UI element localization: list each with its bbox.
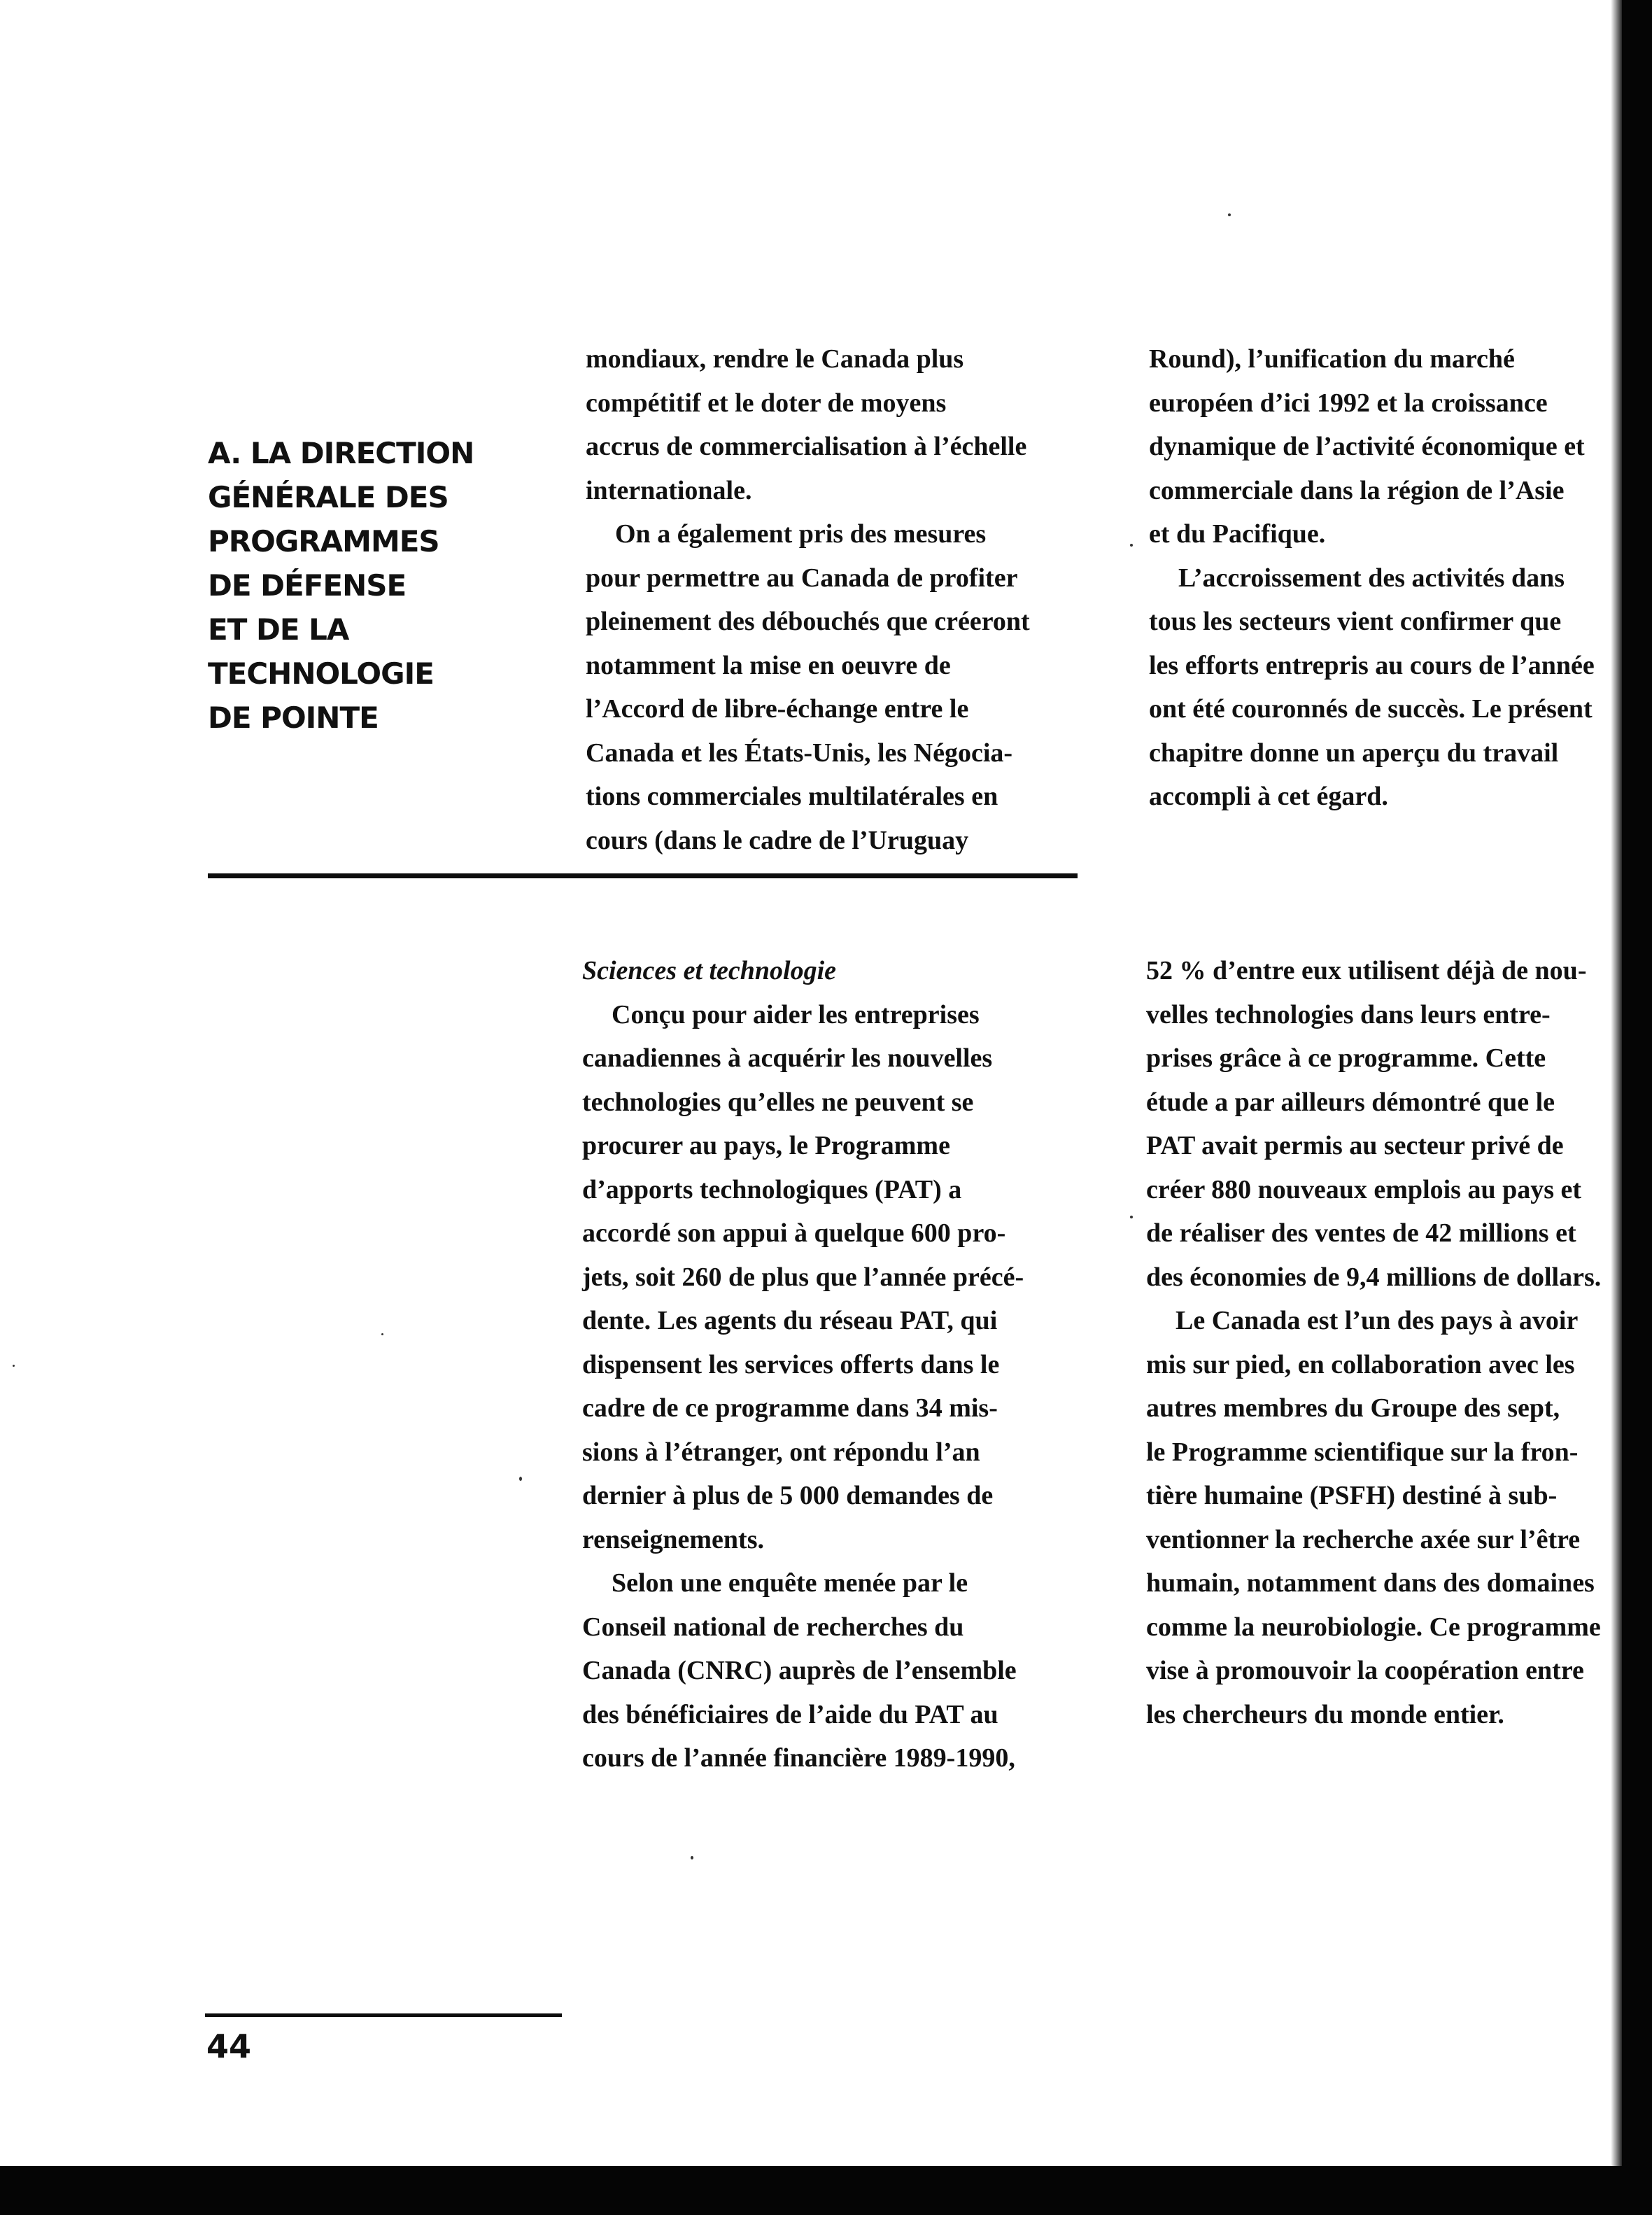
text-line: dispensent les services offerts dans le	[582, 1349, 1000, 1379]
top-column-right	[1149, 337, 1595, 819]
text-line: cours (dans le cadre de l’Uruguay	[586, 825, 969, 855]
text-line: procurer au pays, le Programme	[582, 1131, 950, 1160]
text-line: Canada et les États-Unis, les Négocia-	[586, 738, 1013, 768]
text-line: jets, soit 260 de plus que l’année précé-	[582, 1262, 1024, 1292]
text-line: cours de l’année financière 1989-1990,	[582, 1743, 1015, 1773]
footer-rule	[205, 2013, 562, 2017]
text-line: les chercheurs du monde entier.	[1146, 1699, 1504, 1729]
text-line: européen d’ici 1992 et la croissance	[1149, 388, 1548, 418]
text-line: d’apports technologiques (PAT) a	[582, 1174, 962, 1204]
text-line: et du Pacifique.	[1149, 519, 1326, 549]
text-line: Round), l’unification du marché	[1149, 344, 1515, 374]
text-line: velles technologies dans leurs entre-	[1146, 999, 1551, 1029]
scan-speck	[1130, 1216, 1133, 1218]
heading-line: A. LA DIRECTION	[208, 436, 474, 470]
text-line: dente. Les agents du réseau PAT, qui	[582, 1306, 998, 1335]
text-line: On a également pris des mesures	[615, 519, 987, 549]
text-line: Le Canada est l’un des pays à avoir	[1176, 1306, 1579, 1335]
scan-bottom-band	[0, 2166, 1652, 2215]
text-line: mondiaux, rendre le Canada plus	[586, 344, 964, 374]
text-line: compétitif et le doter de moyens	[586, 388, 947, 418]
text-line: internationale.	[586, 475, 752, 505]
text-line: dernier à plus de 5 000 demandes de	[582, 1481, 994, 1510]
text-line: pour permettre au Canada de profiter	[586, 563, 1018, 593]
text-line: ont été couronnés de succès. Le présent	[1149, 694, 1593, 724]
section-divider-rule	[208, 873, 1078, 878]
text-line: l’Accord de libre-échange entre le	[586, 694, 969, 724]
text-line: tous les secteurs vient confirmer que	[1149, 607, 1562, 636]
text-line: accordé son appui à quelque 600 pro-	[582, 1218, 1006, 1248]
top-column-left	[586, 337, 1030, 862]
bottom-column-left	[582, 949, 1024, 1780]
text-line: le Programme scientifique sur la fron-	[1146, 1437, 1579, 1467]
text-line: de réaliser des ventes de 42 millions et	[1146, 1218, 1576, 1248]
text-line: renseignements.	[582, 1524, 764, 1554]
text-line: vise à promouvoir la coopération entre	[1146, 1656, 1584, 1685]
heading-line: TECHNOLOGIE	[208, 656, 434, 691]
scan-speck	[1130, 544, 1133, 547]
heading-line: DE DÉFENSE	[208, 568, 407, 603]
text-line: humain, notamment dans des domaines	[1146, 1568, 1595, 1598]
text-line: prises grâce à ce programme. Cette	[1146, 1043, 1546, 1073]
text-line: Canada (CNRC) auprès de l’ensemble	[582, 1656, 1017, 1685]
text-line: Conçu pour aider les entreprises	[612, 999, 980, 1029]
text-line: tière humaine (PSFH) destiné à sub-	[1146, 1481, 1558, 1510]
text-line: Selon une enquête menée par le	[612, 1568, 968, 1598]
text-line: dynamique de l’activité économique et	[1149, 432, 1585, 461]
text-line: notamment la mise en oeuvre de	[586, 650, 951, 680]
scan-speck	[13, 1365, 15, 1367]
text-line: technologies qu’elles ne peuvent se	[582, 1087, 974, 1117]
text-line: mis sur pied, en collaboration avec les	[1146, 1349, 1575, 1379]
text-line: accrus de commercialisation à l’échelle	[586, 432, 1027, 461]
text-line: les efforts entrepris au cours de l’année	[1149, 650, 1595, 680]
text-line: étude a par ailleurs démontré que le	[1146, 1087, 1555, 1117]
text-line: tions commerciales multilatérales en	[586, 782, 998, 811]
scan-speck	[381, 1333, 383, 1335]
heading-line: DE POINTE	[208, 701, 379, 735]
binding-shadow-right	[1622, 0, 1652, 2215]
text-line: ventionner la recherche axée sur l’être	[1146, 1524, 1581, 1554]
bottom-column-right	[1146, 949, 1601, 1736]
text-line: PAT avait permis au secteur privé de	[1146, 1131, 1564, 1160]
text-line: canadiennes à acquérir les nouvelles	[582, 1043, 993, 1073]
section-heading	[208, 431, 474, 740]
text-line: des économies de 9,4 millions de dollars.	[1146, 1262, 1602, 1292]
heading-line: ET DE LA	[208, 612, 349, 647]
binding-shadow-edge	[1611, 0, 1622, 2215]
text-line: L’accroissement des activités dans	[1178, 563, 1565, 593]
text-line: sions à l’étranger, ont répondu l’an	[582, 1437, 980, 1467]
text-line: cadre de ce programme dans 34 mis-	[582, 1393, 998, 1423]
text-line: accompli à cet égard.	[1149, 782, 1388, 811]
text-line: chapitre donne un aperçu du travail	[1149, 738, 1559, 768]
text-line: 52 % d’entre eux utilisent déjà de nou-	[1146, 956, 1587, 985]
text-line: commerciale dans la région de l’Asie	[1149, 475, 1565, 505]
text-line: pleinement des débouchés que créeront	[586, 607, 1030, 636]
heading-line: PROGRAMMES	[208, 524, 439, 558]
scan-speck	[519, 1477, 522, 1481]
subheading: Sciences et technologie	[582, 956, 837, 985]
scan-speck	[1228, 213, 1231, 216]
text-line: autres membres du Groupe des sept,	[1146, 1393, 1560, 1423]
text-line: Conseil national de recherches du	[582, 1612, 964, 1642]
page-number: 44	[206, 2027, 252, 2065]
heading-line: GÉNÉRALE DES	[208, 480, 449, 514]
text-line: créer 880 nouveaux emplois au pays et	[1146, 1174, 1582, 1204]
scan-speck	[691, 1856, 693, 1859]
text-line: des bénéficiaires de l’aide du PAT au	[582, 1699, 998, 1729]
text-line: comme la neurobiologie. Ce programme	[1146, 1612, 1601, 1642]
